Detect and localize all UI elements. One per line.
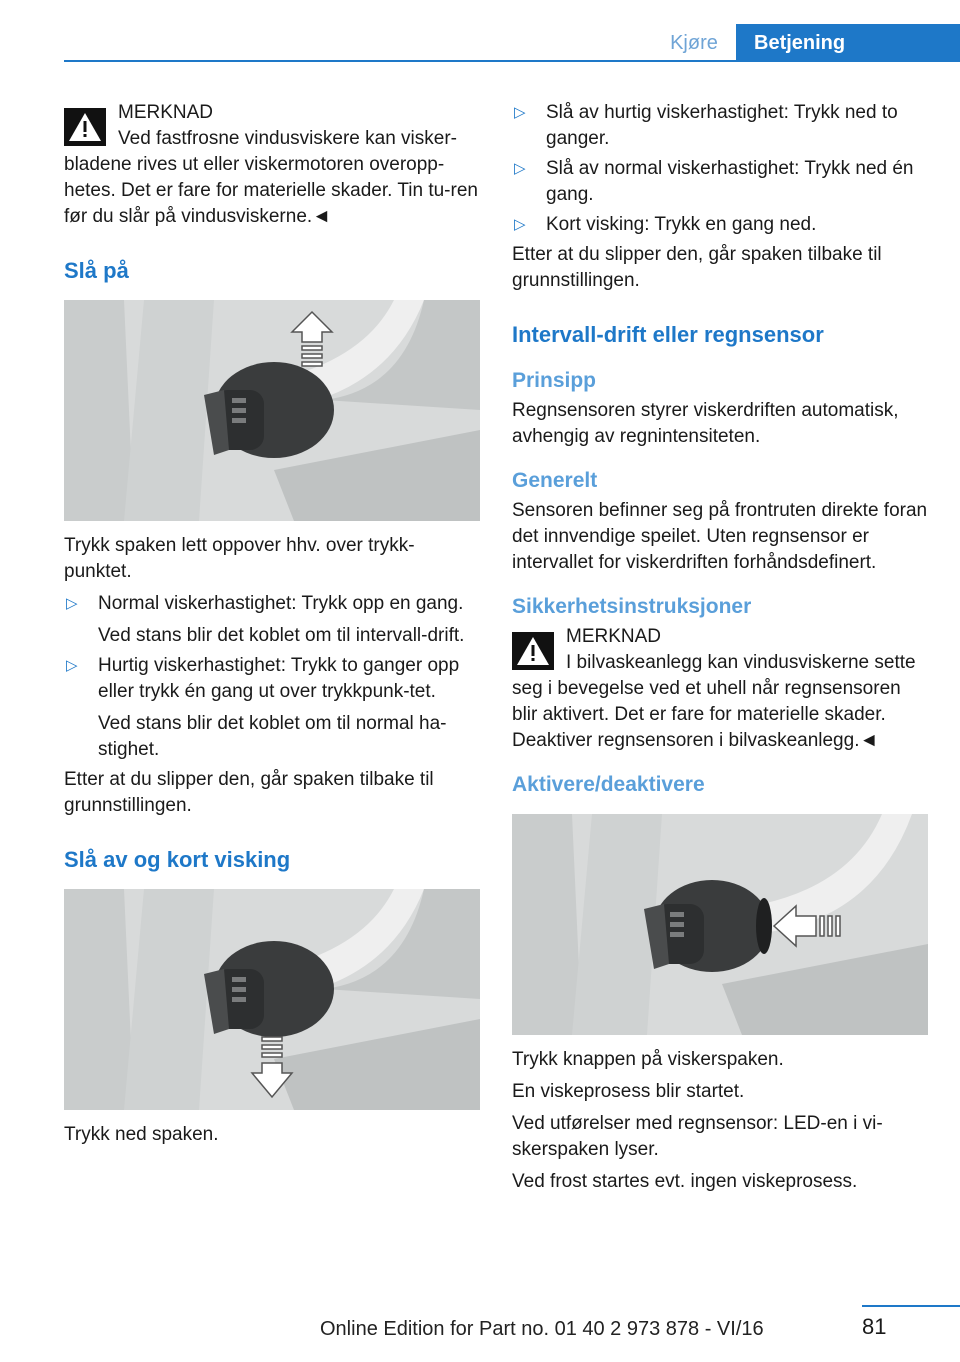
notice-title: MERKNAD <box>118 102 214 123</box>
list-off <box>512 100 928 238</box>
list-item-text: Slå av hurtig viskerhastighet: Trykk ned to ganger. <box>546 102 898 149</box>
list-item-sub: Ved stans blir det koblet om til intervall-drift. <box>98 625 465 646</box>
subheading-activate: Aktivere/deaktivere <box>512 773 705 796</box>
caption-on: Trykk spaken lett oppover hhv. over trykk-punktet. <box>64 535 415 582</box>
list-item-text: Hurtig viskerhastighet: Trykk to ganger opp eller trykk én gang ut over trykkpunk-tet. <box>98 655 460 702</box>
triangle-bullet-icon: ▷ <box>514 216 526 233</box>
caption-off: Trykk ned spaken. <box>64 1124 219 1145</box>
activate-line-1: Trykk knappen på viskerspaken. <box>512 1049 784 1070</box>
list-item-text: Slå av normal viskerhastighet: Trykk ned én gang. <box>546 158 914 205</box>
notice-text: Ved fastfrosne vindusviskere kan visker-bladene rives ut eller viskermotoren overopp-hetes. Det er fare for materielle skader. Tin tu-ren før du slår på vindusviskerne.◄ <box>64 128 478 227</box>
warning-notice <box>64 100 480 230</box>
right-column <box>512 100 928 1201</box>
list-item <box>64 591 480 649</box>
list-item-text: Kort visking: Trykk en gang ned. <box>546 214 817 235</box>
list-item <box>512 212 928 238</box>
left-column <box>64 100 480 1154</box>
page-number: 81 <box>862 1314 887 1339</box>
notice-text: I bilvaskeanlegg kan vindusviskerne sette seg i bevegelse ved et uhell når regnsensoren blir aktivert. Det er fare for materielle skader. Deaktiver regnsensoren i bilvaskeanlegg.◄ <box>512 652 916 751</box>
header-rule <box>64 60 960 62</box>
list-item-text: Normal viskerhastighet: Trykk opp en gang. <box>98 593 464 614</box>
triangle-bullet-icon: ▷ <box>514 104 526 121</box>
edition-footer: Online Edition for Part no. 01 40 2 973 878 - VI/16 <box>320 1318 764 1340</box>
footer-rule <box>862 1305 960 1307</box>
subheading-general: Generelt <box>512 469 598 492</box>
list-item <box>64 653 480 763</box>
wiper-button-press-image <box>512 814 928 1035</box>
triangle-bullet-icon: ▷ <box>66 657 78 674</box>
warning-notice <box>512 624 928 754</box>
notice-title: MERKNAD <box>566 626 662 647</box>
activate-line-2: En viskeprosess blir startet. <box>512 1081 745 1102</box>
heading-off: Slå av og kort visking <box>64 847 291 872</box>
heading-on: Slå på <box>64 258 129 283</box>
triangle-bullet-icon: ▷ <box>66 595 78 612</box>
list-item-sub: Ved stans blir det koblet om til normal ha-stighet. <box>98 713 447 760</box>
subheading-principle: Prinsipp <box>512 369 597 392</box>
triangle-bullet-icon: ▷ <box>514 160 526 177</box>
subheading-safety: Sikkerhetsinstruksjoner <box>512 595 752 618</box>
list-item <box>512 100 928 152</box>
after-release-left: Etter at du slipper den, går spaken tilbake til grunnstillingen. <box>64 769 434 816</box>
warning-icon <box>512 632 554 670</box>
activate-line-4: Ved frost startes evt. ingen viskeprosess. <box>512 1171 858 1192</box>
list-on <box>64 591 480 763</box>
list-item <box>512 156 928 208</box>
tab-betjening[interactable]: Betjening <box>736 24 960 62</box>
wiper-lever-down-image <box>64 889 480 1110</box>
after-release-right: Etter at du slipper den, går spaken tilbake til grunnstillingen. <box>512 244 882 291</box>
warning-icon <box>64 108 106 146</box>
tab-kjore[interactable]: Kjøre <box>670 32 718 54</box>
activate-line-3: Ved utførelser med regnsensor: LED-en i vi-skerspaken lyser. <box>512 1113 883 1160</box>
heading-interval: Intervall-drift eller regnsensor <box>512 322 824 347</box>
wiper-lever-up-image <box>64 300 480 521</box>
principle-text: Regnsensoren styrer viskerdriften automatisk, avhengig av regnintensiteten. <box>512 400 899 447</box>
general-text: Sensoren befinner seg på frontruten direkte foran det innvendige speilet. Uten regnsensor er intervallet for viskerdriften forhåndsdefinert. <box>512 500 928 573</box>
